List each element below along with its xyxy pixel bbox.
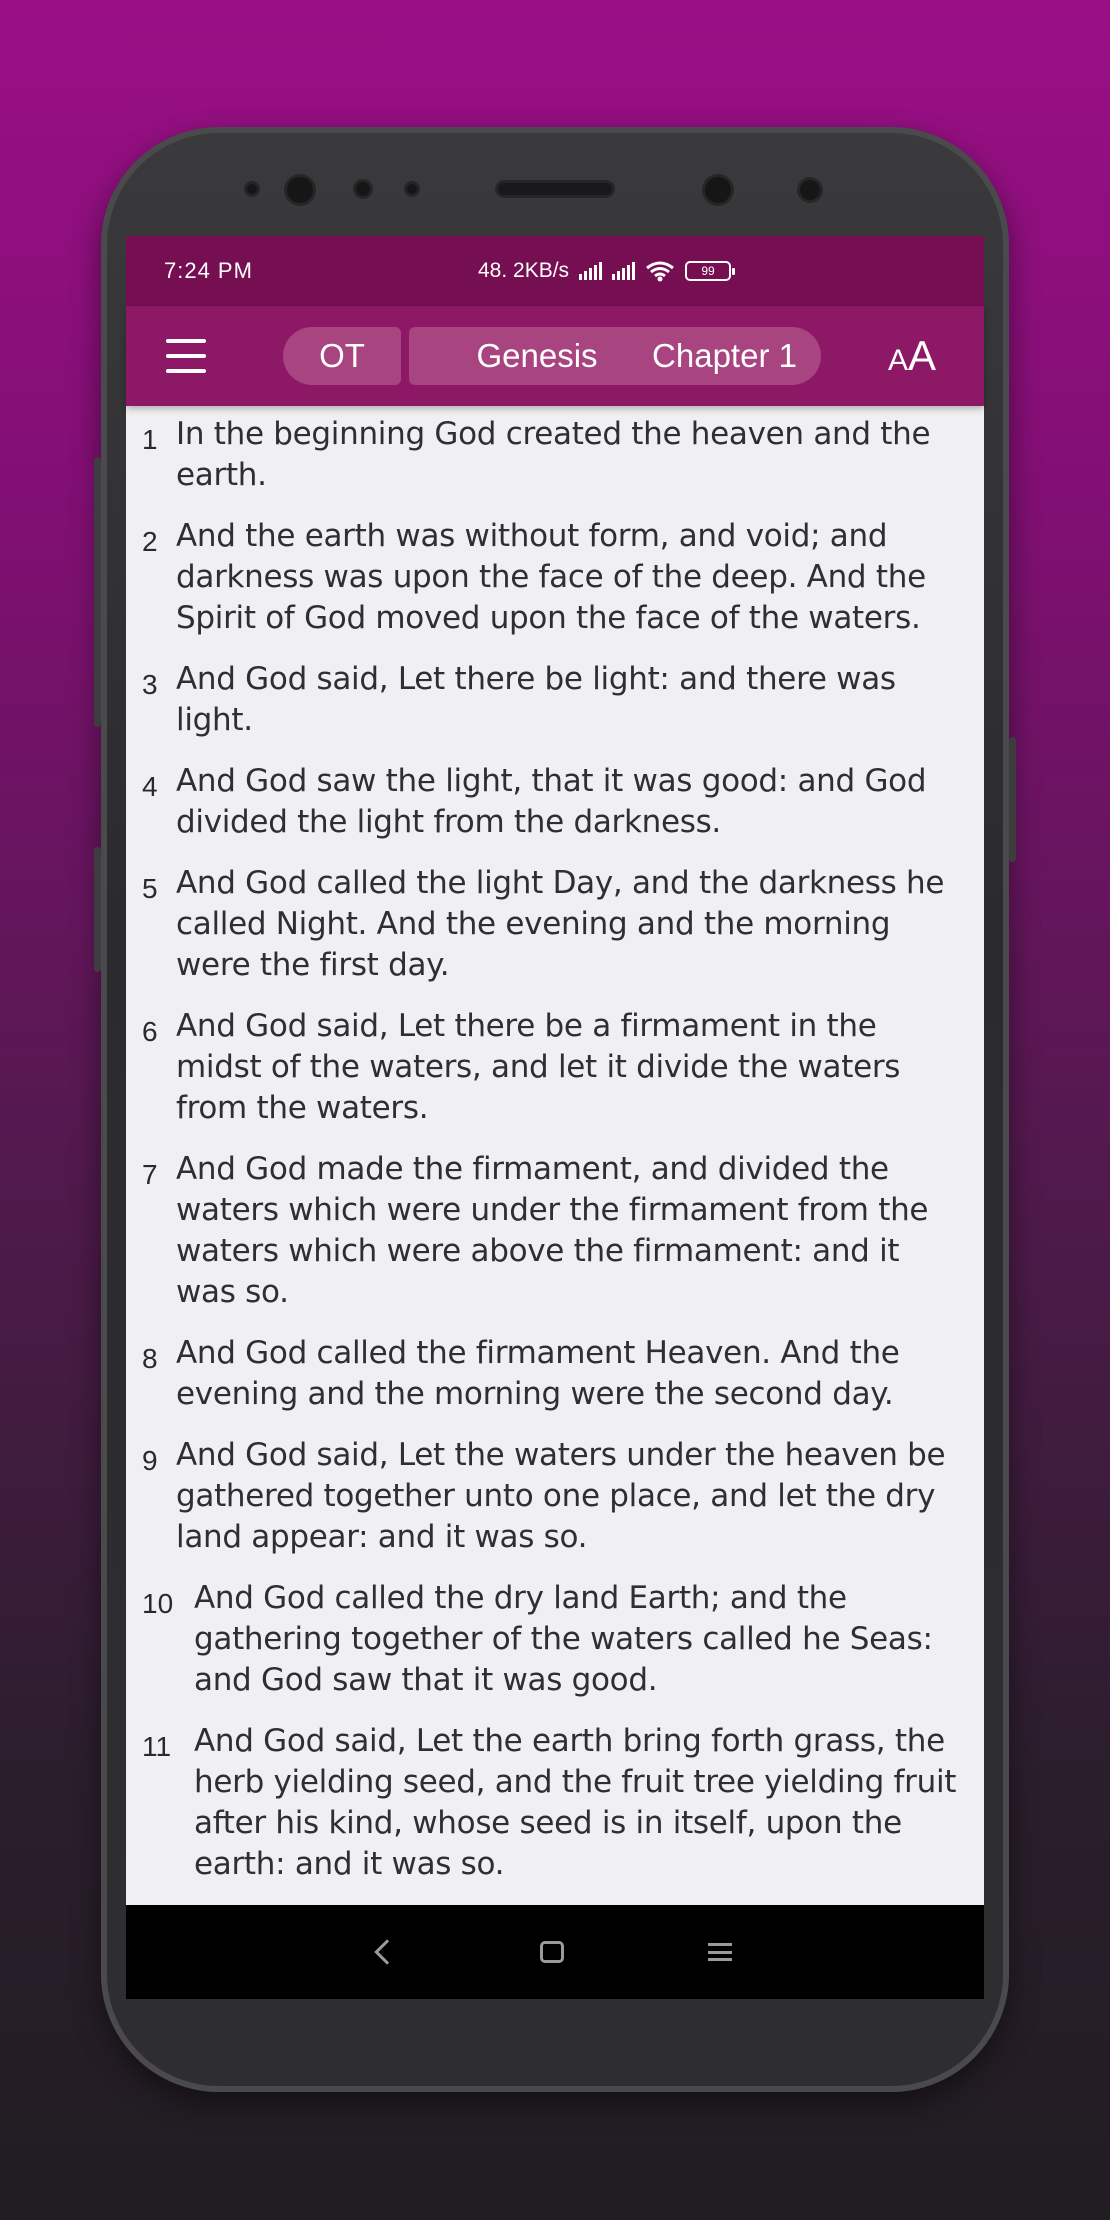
font-size-big-label: A: [907, 332, 936, 379]
book-selector[interactable]: Genesis: [409, 327, 665, 385]
verse-text: And God called the light Day, and the darkness he called Night. And the evening and the morning were the first day.: [176, 865, 945, 983]
verse-number: 5: [142, 873, 158, 904]
recents-icon[interactable]: [708, 1943, 732, 1961]
signal-icon: [612, 262, 635, 280]
verse-item[interactable]: [142, 1578, 968, 1701]
verse-number: 8: [142, 1343, 158, 1374]
verse-item[interactable]: [142, 1333, 968, 1415]
home-icon[interactable]: [540, 1941, 564, 1963]
status-indicators: [478, 236, 731, 306]
verse-item[interactable]: [142, 516, 968, 639]
chapter-selector[interactable]: Chapter 1: [628, 327, 821, 385]
signal-icon: [579, 262, 602, 280]
sensor-dot: [247, 184, 257, 194]
front-camera: [705, 177, 731, 203]
font-size-small-label: A: [887, 344, 908, 377]
verse-text: And God said, Let the waters under the heaven be gathered together unto one place, and let the dry land appear: and it was so.: [176, 1437, 946, 1555]
verse-item[interactable]: [142, 1721, 968, 1885]
testament-selector[interactable]: OT: [283, 327, 401, 385]
navigation-bar: [126, 1905, 984, 1999]
battery-level: 99: [701, 264, 715, 278]
verse-text: In the beginning God created the heaven and the earth.: [176, 416, 931, 493]
app-toolbar: [126, 306, 984, 406]
app-screen: [126, 236, 984, 1999]
verse-item[interactable]: [142, 761, 968, 843]
verse-text: And God saw the light, that it was good: and God divided the light from the darkness.: [176, 763, 927, 840]
sensor-dot: [356, 182, 370, 196]
front-camera: [287, 177, 313, 203]
verse-text: And God made the firmament, and divided the waters which were under the firmament from the waters which were above the firmament: and it was so.: [176, 1151, 929, 1310]
verse-number: 2: [142, 526, 158, 557]
verse-number: 3: [142, 669, 158, 700]
wifi-icon: [645, 260, 675, 282]
verse-number: 10: [142, 1588, 174, 1619]
verse-number: 11: [142, 1731, 172, 1762]
verse-number: 4: [142, 771, 158, 802]
verse-text: And God said, Let the earth bring forth grass, the herb yielding seed, and the fruit tree yielding fruit after his kind, whose seed is in itself, upon the earth: and it was so.: [194, 1723, 957, 1882]
verse-text: And the earth was without form, and void; and darkness was upon the face of the deep. And the Spirit of God moved upon the face of the waters.: [176, 518, 926, 636]
verse-number: 7: [142, 1159, 158, 1190]
back-icon[interactable]: [374, 1939, 399, 1964]
verse-number: 1: [142, 424, 158, 455]
verse-list[interactable]: [126, 406, 984, 1905]
power-button: [1009, 737, 1016, 862]
verse-number: 6: [142, 1016, 158, 1047]
side-button: [94, 847, 101, 972]
status-time: 7:24 PM: [164, 258, 253, 283]
top-bezel: [101, 127, 1009, 237]
hamburger-menu-icon[interactable]: [166, 339, 206, 373]
network-speed: 48. 2KB/s: [478, 259, 570, 282]
status-bar: [126, 236, 984, 306]
sensor-dot: [800, 180, 820, 200]
verse-item[interactable]: [142, 414, 968, 496]
verse-text: And God called the firmament Heaven. And the evening and the morning were the second day.: [176, 1335, 900, 1412]
verse-number: 9: [142, 1445, 158, 1476]
verse-text: And God said, Let there be light: and there was light.: [176, 661, 896, 738]
verse-item[interactable]: [142, 1006, 968, 1129]
volume-button: [94, 457, 101, 727]
sensor-dot: [407, 184, 417, 194]
verse-text: And God said, Let there be a firmament in the midst of the waters, and let it divide the waters from the waters.: [176, 1008, 901, 1126]
verse-item[interactable]: [142, 863, 968, 986]
font-size-button[interactable]: [888, 332, 936, 380]
verse-item[interactable]: [142, 1149, 968, 1313]
earpiece-speaker: [498, 183, 612, 195]
verse-item[interactable]: [142, 1435, 968, 1558]
battery-icon: [685, 261, 731, 281]
verse-text: And God called the dry land Earth; and the gathering together of the waters called he Seas: and God saw that it was good.: [194, 1580, 933, 1698]
verse-item[interactable]: [142, 659, 968, 741]
